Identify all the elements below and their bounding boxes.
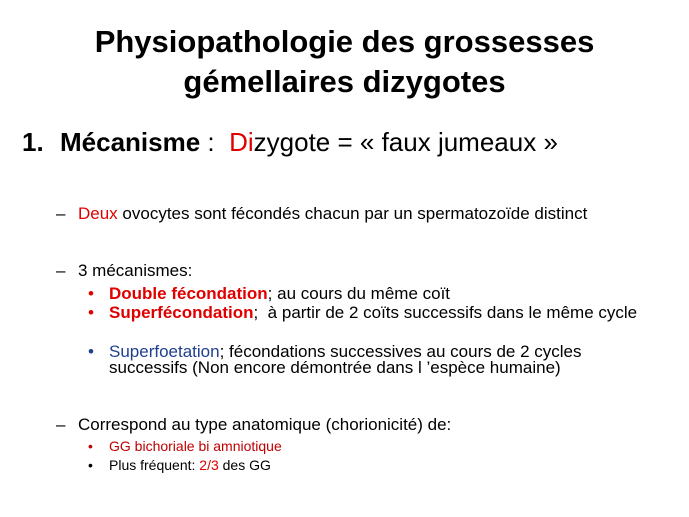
deux-rest: ovocytes sont fécondés chacun par un spermatozoïde distinct	[117, 204, 588, 223]
deux-red: Deux	[78, 204, 118, 223]
frequent-prefix: Plus fréquent:	[109, 457, 200, 473]
title-line-1: Physiopathologie des grossesses	[94, 24, 595, 59]
slide-title	[0, 22, 689, 102]
section-heading	[22, 126, 558, 158]
dash-marker: –	[56, 261, 66, 280]
superfoet-term: Superfoetation	[109, 342, 220, 361]
mecanismes-text: 3 mécanismes:	[78, 261, 193, 280]
bullet-marker: •	[88, 457, 93, 473]
bullet-marker: •	[88, 303, 94, 322]
double-term: Double fécondation	[109, 284, 268, 303]
title-line-2: gémellaires dizygotes	[183, 64, 506, 99]
superfec-rest: ; à partir de 2 coïts successifs dans le même cycle	[253, 303, 638, 322]
heading-di: Di	[229, 127, 254, 157]
double-rest: ; au cours du même coït	[267, 284, 451, 303]
heading-rest: zygote = « faux jumeaux »	[253, 127, 558, 157]
superfoet-rest: ; fécondations successives au cours de 2 cycles successifs (Non encore démontrée dans l ’espèce humaine)	[109, 342, 582, 377]
bullet-marker: •	[88, 438, 93, 454]
superfec-term: Superfécondation	[109, 303, 254, 322]
heading-word: Mécanisme	[60, 127, 201, 157]
frequent-fraction: 2/3	[199, 457, 219, 473]
dash-marker: –	[56, 415, 66, 434]
heading-number: 1.	[22, 127, 44, 157]
gg-text: GG bichoriale bi amniotique	[109, 438, 282, 454]
bullet-marker: •	[88, 342, 94, 361]
dash-marker: –	[56, 204, 66, 223]
frequent-suffix: des GG	[218, 457, 271, 473]
bullet-marker: •	[88, 284, 94, 303]
heading-colon: :	[200, 127, 230, 157]
correspond-text: Correspond au type anatomique (chorionicité) de:	[78, 415, 452, 434]
